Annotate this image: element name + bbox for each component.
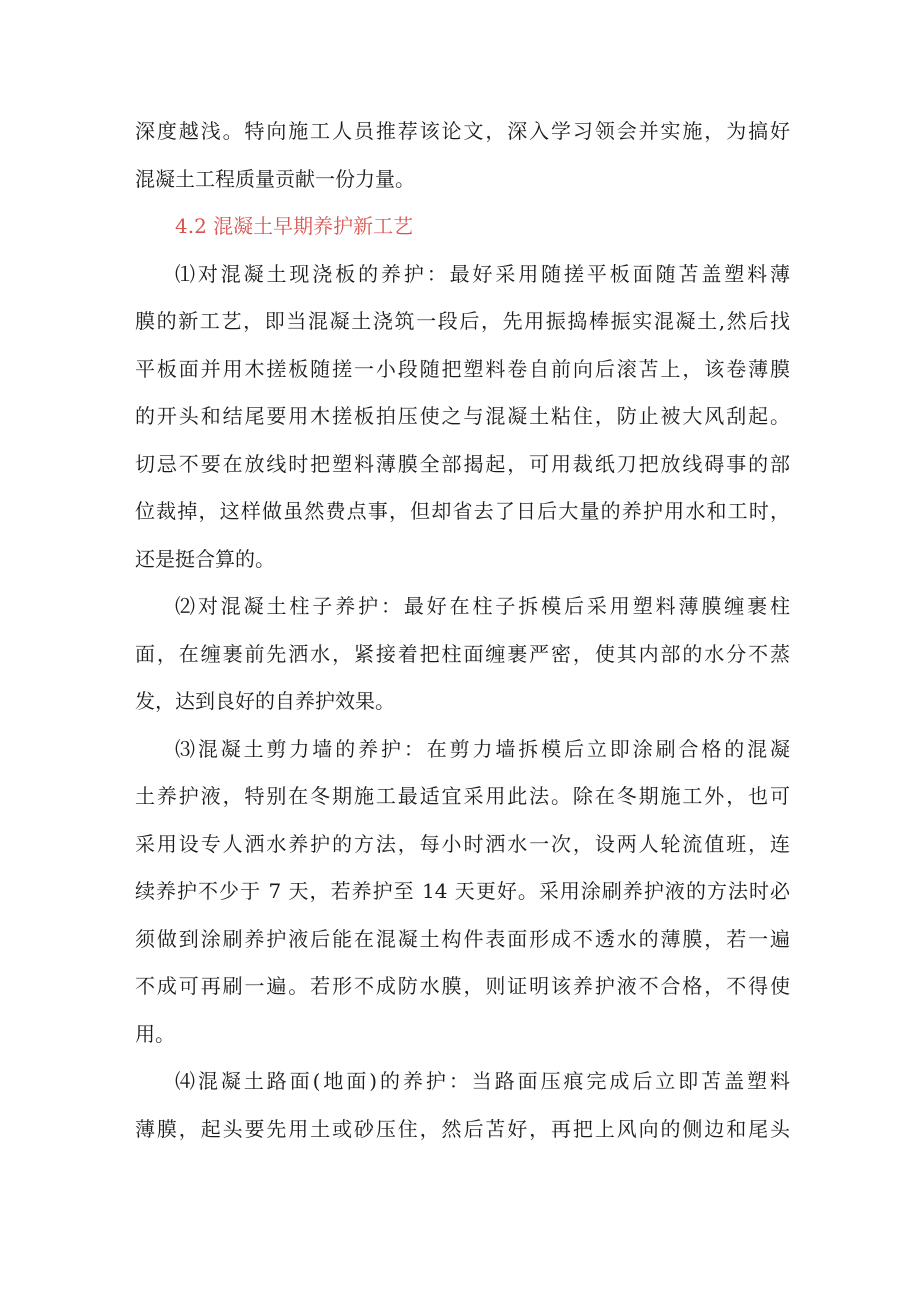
text-line: 膜的新工艺，即当混凝土浇筑一段后，先用振捣棒振实混凝土,然后找 (135, 309, 790, 333)
text-line: 发，达到良好的自养护效果。 (135, 689, 395, 713)
text-line: ⑵对混凝土柱子养护：最好在柱子拆模后采用塑料薄膜缠裹柱 (175, 594, 790, 618)
text-line: 须做到涂刷养护液后能在混凝土构件表面形成不透水的薄膜，若一遍 (135, 926, 790, 951)
text-line: 切忌不要在放线时把塑料薄膜全部揭起，可用裁纸刀把放线碍事的部 (135, 451, 790, 476)
text-line: ⑴对混凝土现浇板的养护：最好采用随搓平板面随苫盖塑料薄 (175, 261, 790, 286)
intro-paragraph (135, 108, 790, 203)
text-line: 采用设专人洒水养护的方法，每小时洒水一次，设两人轮流值班，连 (135, 831, 790, 856)
text-line: 平板面并用木搓板随搓一小段随把塑料卷自前向后滚苫上，该卷薄膜 (135, 356, 790, 381)
text-line: 面，在缠裹前先洒水，紧接着把柱面缠裹严密，使其内部的水分不蒸 (135, 641, 790, 666)
text-line: ⑶混凝土剪力墙的养护：在剪力墙拆模后立即涂刷合格的混凝 (175, 736, 790, 761)
paragraph-slab-curing (135, 251, 790, 584)
document-body (135, 108, 790, 1153)
text-line: 续养护不少于 7 天，若养护至 14 天更好。采用涂刷养护液的方法时必 (135, 879, 790, 903)
paragraph-column-curing (135, 583, 790, 726)
text-line: 用。 (135, 1021, 175, 1046)
text-line: 的开头和结尾要用木搓板拍压使之与混凝土粘住，防止被大风刮起。 (135, 404, 790, 428)
text-line: 薄膜，起头要先用土或砂压住，然后苫好，再把上风向的侧边和尾头 (135, 1116, 790, 1141)
text-line: 深度越浅。特向施工人员推荐该论文，深入学习领会并实施，为搞好 (135, 119, 790, 143)
text-line: 还是挺合算的。 (135, 546, 275, 571)
text-line: 土养护液，特别在冬期施工最适宜采用此法。除在冬期施工外，也可 (135, 784, 790, 808)
section-heading: 4.2 混凝土早期养护新工艺 (175, 214, 414, 238)
text-line: 混凝土工程质量贡献一份力量。 (135, 166, 415, 191)
paragraph-road-curing (135, 1058, 790, 1153)
text-line: 不成可再刷一遍。若形不成防水膜，则证明该养护液不合格，不得使 (135, 974, 790, 998)
paragraph-shear-wall-curing (135, 726, 790, 1059)
text-line: 位裁掉，这样做虽然费点事，但却省去了日后大量的养护用水和工时， (135, 499, 790, 523)
text-line: ⑷混凝土路面(地面)的养护：当路面压痕完成后立即苫盖塑料 (175, 1069, 790, 1093)
